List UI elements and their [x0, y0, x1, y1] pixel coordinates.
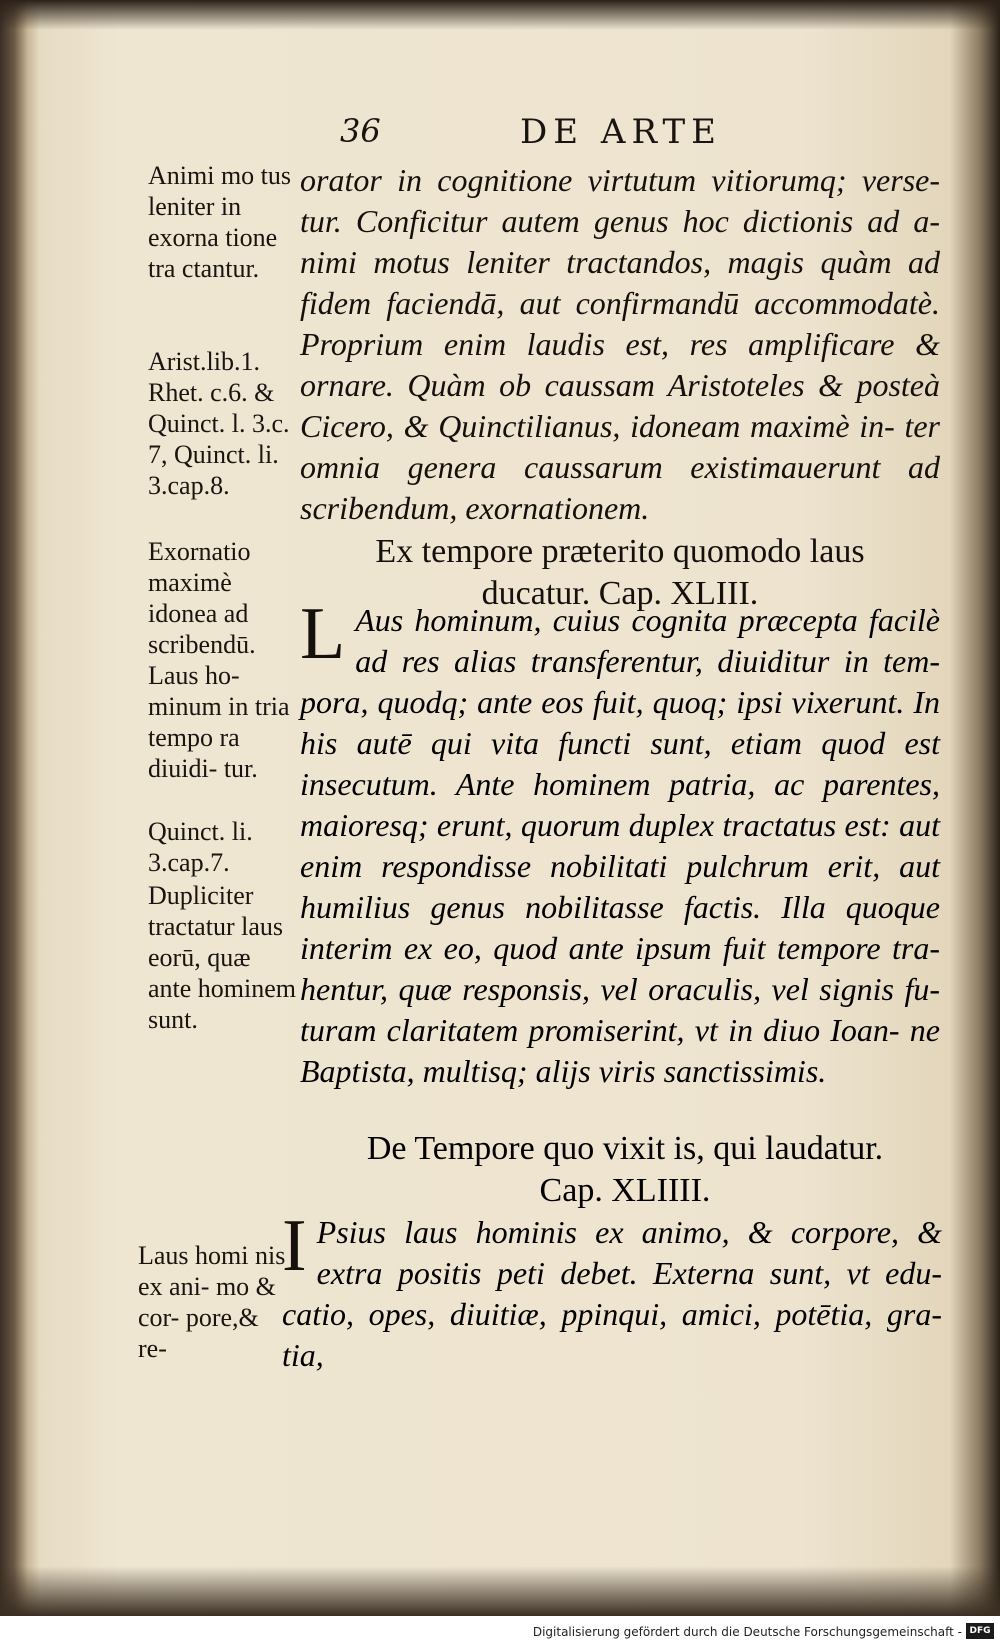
chapter-heading: ducatur. Cap. XLIII.: [481, 575, 759, 612]
margin-note: Exornatio maximè idonea ad scribendū.: [148, 537, 256, 659]
drop-cap: L: [300, 593, 346, 675]
main-text: [300, 160, 940, 615]
margin-note: Laus homi nis ex ani- mo & cor- pore,& re-: [138, 1241, 286, 1363]
dfg-logo: DFG: [966, 1623, 994, 1639]
page-number: 36: [340, 112, 381, 150]
running-title: DE ARTE: [520, 112, 722, 152]
footer-credit: Digitalisierung gefördert durch die Deutsche Forschungsgemeinschaft -: [532, 1625, 962, 1639]
paragraph-block: [282, 1205, 942, 1376]
margin-note: Laus ho- minum in tria tempo ra diuidi- tur.: [148, 661, 290, 783]
chapter-heading: Ex tempore præterito quomodo laus: [375, 533, 865, 570]
margin-notes: [148, 160, 296, 1035]
margin-note: Quinct. li. 3.cap.7.: [148, 817, 253, 877]
drop-cap: I: [282, 1205, 307, 1287]
paragraph: orator in cognitione virtutum vitiorumq; verse- tur. Conficitur autem genus hoc dictionis ad a- nimi motus leniter tractandos, magis quàm ad fidem faciendā, aut confirmandū accommodatè. Proprium enim laudis est, res amplificare & ornare. Quàm ob caussam Aristoteles & posteà Cicero, & Quinctilianus, idoneam maximè in- ter omnia genera caussarum existimauerunt ad scribendum, exornationem.: [300, 162, 940, 526]
margin-note: Animi mo tus leniter in exorna tione tra ctantur.: [148, 161, 292, 283]
page-header: [330, 112, 850, 162]
chapter-heading: De Tempore quo vixit is, qui laudatur.: [366, 1130, 884, 1167]
paragraph: Psius laus hominis ex animo, & corpore, & extra positis peti debet. Externa sunt, vt edu- catio, opes, diuitiæ, ppinqui, amici, potētia, gra- tia,: [282, 1214, 942, 1373]
margin-note: Arist.lib.1. Rhet. c.6. & Quinct. l. 3.c. 7, Quinct. li. 3.cap.8.: [148, 347, 290, 500]
chapter-heading: Cap. XLIIII.: [539, 1172, 711, 1209]
margin-note: Dupliciter tractatur laus eorū, quæ ante hominem sunt.: [148, 881, 297, 1034]
chapter-heading-block: [300, 1128, 950, 1212]
paragraph: Aus hominum, cuius cognita præcepta facilè ad res alias transferentur, diuiditur in tem- pora, quodq; ante eos fuit, quoq; ipsi vixerunt. In his autē qui vita functi sunt, etiam quod est insecutum. Ante hominem patria, ac parentes, maioresq; erunt, quorum duplex tractatus est: aut enim respondisse nobilitati pulchrum erit, aut humilius genus nobilitasse factis. Illa quoque interim ex eo, quod ante ipsum fuit tempore tra- hentur, quæ responsis, vel oraculis, vel signis fu- turam claritatem promiserint, vt in diuo Ioan- ne Baptista, multisq; alijs viris sanctissimis.: [300, 602, 940, 1089]
footer-bar: [0, 1616, 1000, 1644]
